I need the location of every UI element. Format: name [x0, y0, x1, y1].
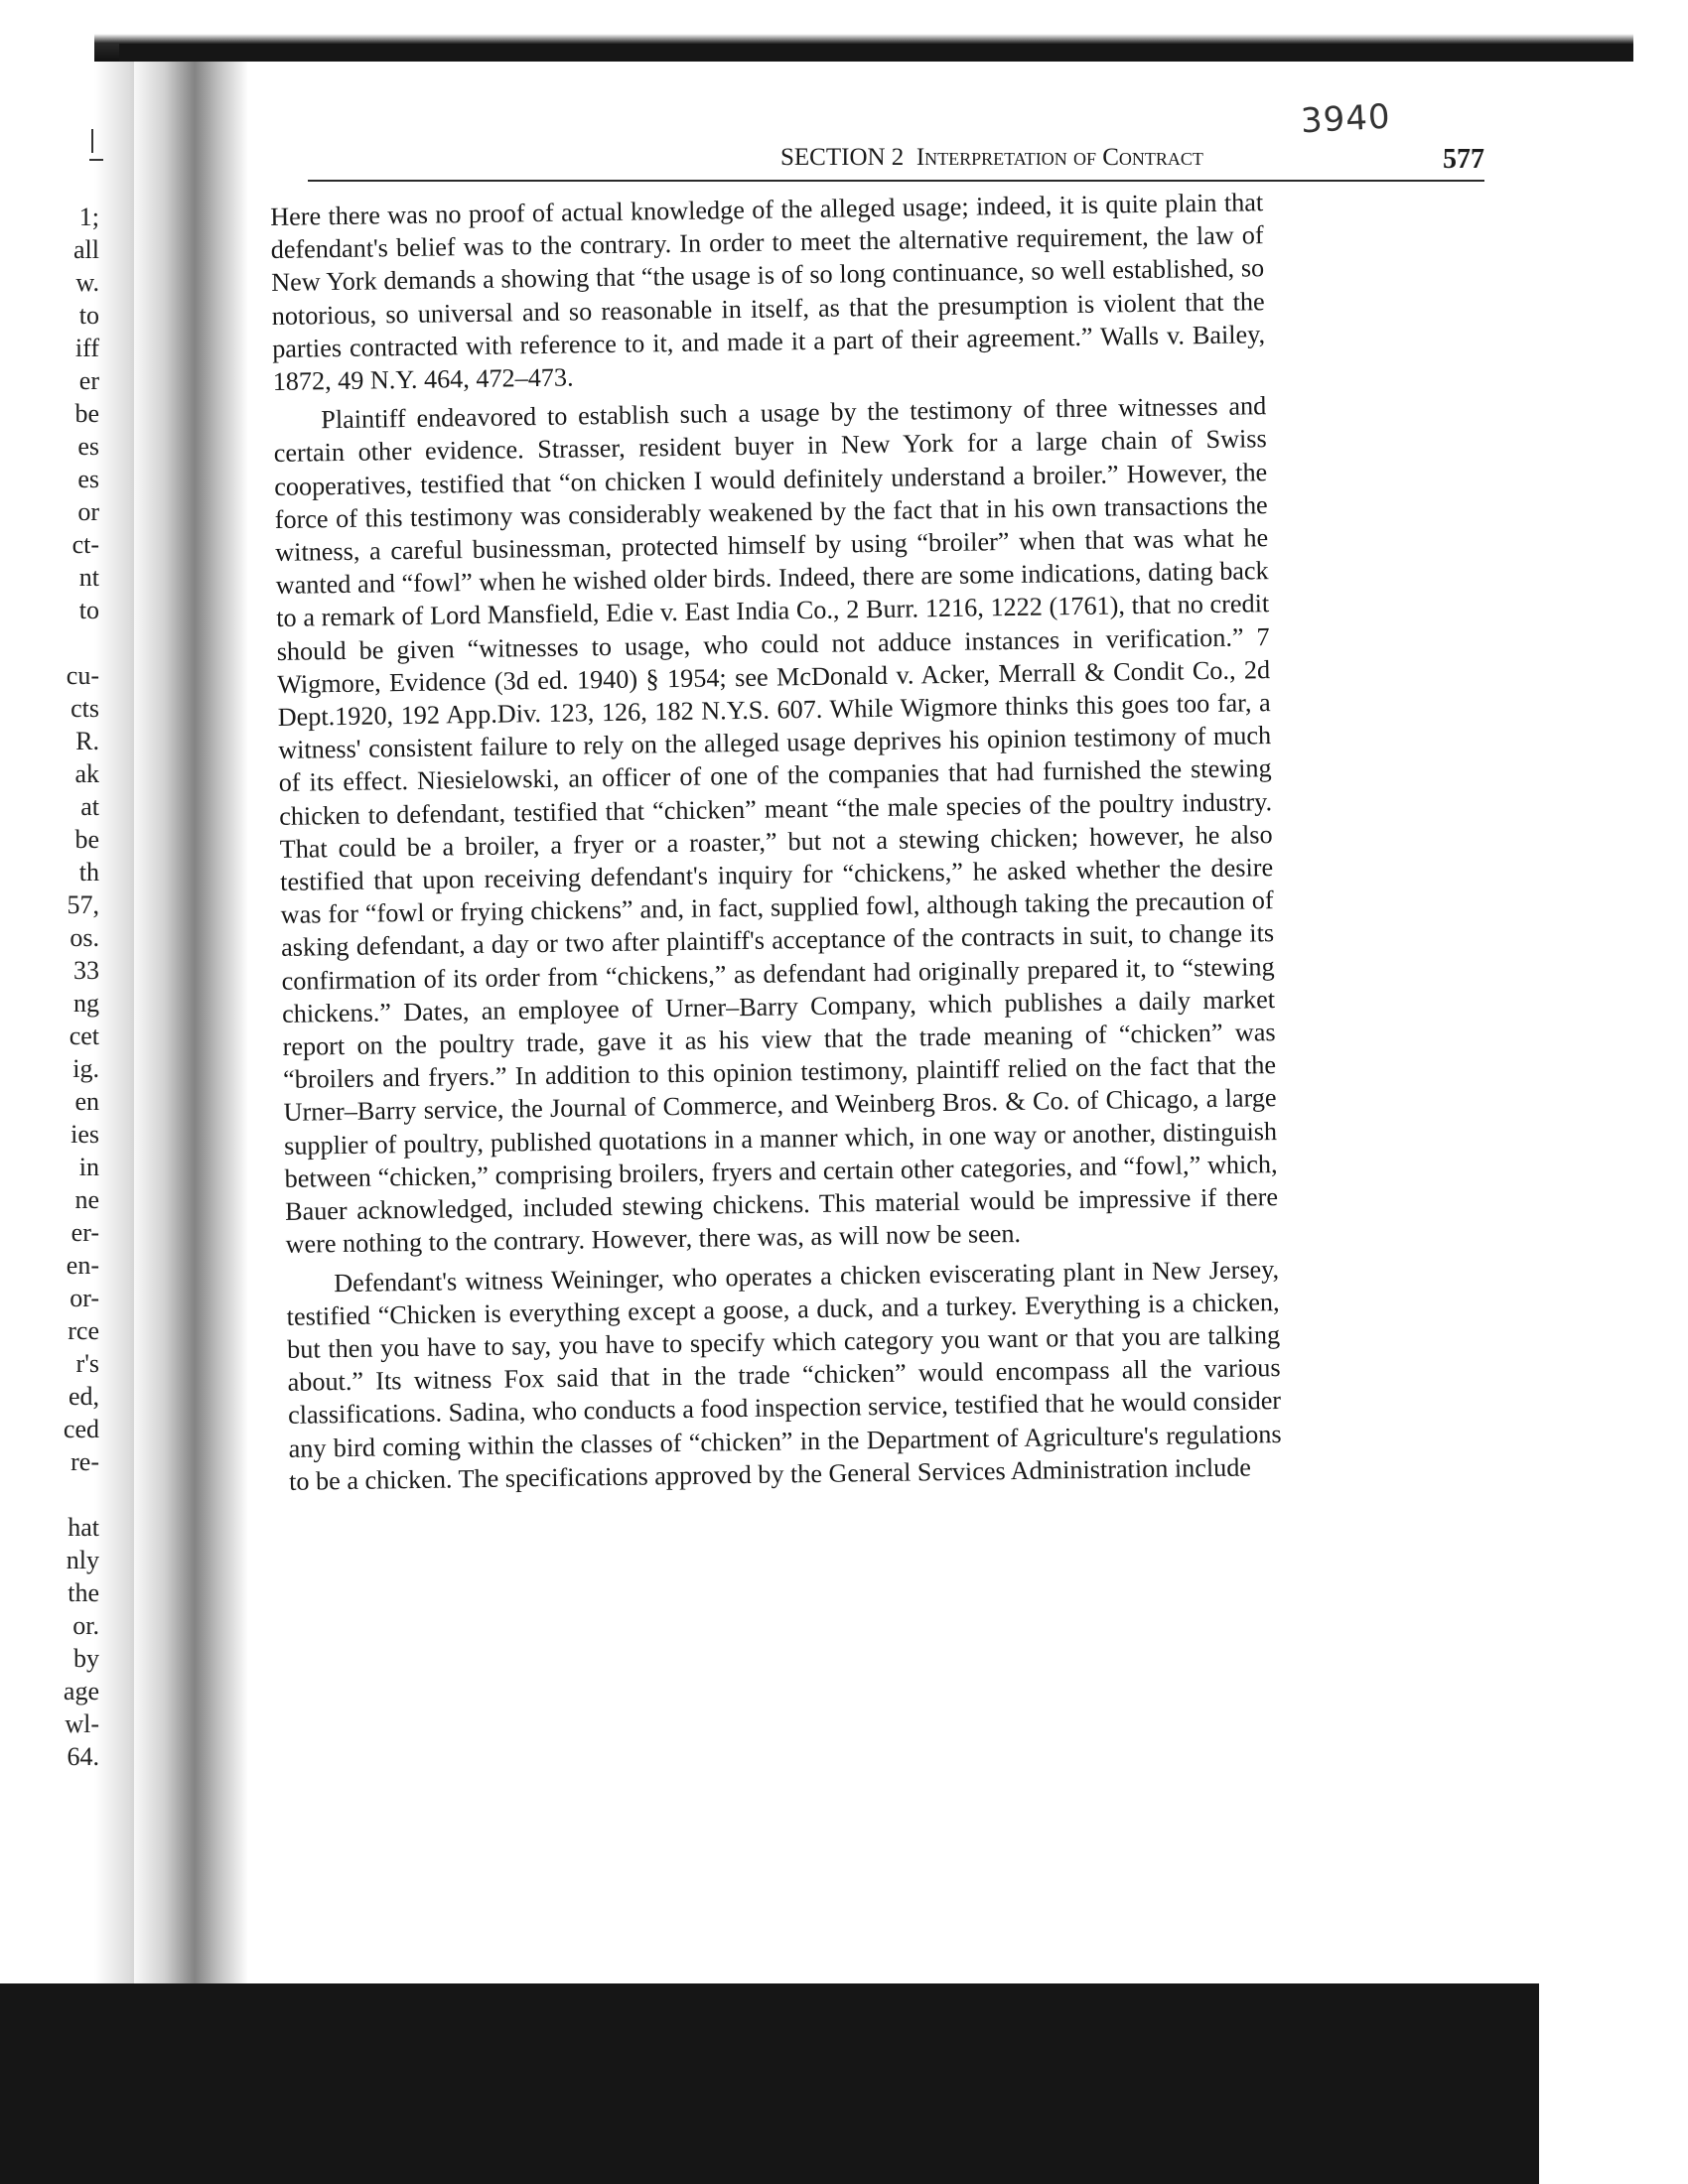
left-page-fragment: en [74, 1087, 99, 1116]
left-page-fragment: be [74, 825, 99, 854]
left-page-fragment: er- [70, 1218, 99, 1247]
left-page-fragment: R. [75, 727, 99, 755]
scan-bottom-margin [1539, 1983, 1688, 2184]
left-page-fragment: th [78, 858, 99, 887]
left-page-fragment: or. [72, 1611, 99, 1640]
left-page-fragment: os. [70, 923, 99, 952]
left-page-fragment: w. [75, 268, 99, 297]
left-page-fragment: in [78, 1153, 99, 1181]
handwritten-note: 3940 [1300, 96, 1392, 142]
left-page-mark [91, 129, 93, 153]
left-page-fragment: en- [66, 1251, 99, 1280]
scan-top-band [119, 44, 1633, 62]
section-heading [780, 144, 1203, 172]
section-title: Interpretation of Contract [915, 144, 1203, 171]
left-page-fragment: re- [70, 1447, 99, 1476]
left-page-fragment: to [78, 301, 99, 330]
left-page-fragment: r's [75, 1349, 99, 1378]
left-page-fragment: the [68, 1578, 99, 1607]
left-page-fragment: or [77, 497, 99, 526]
left-page-fragment: age [63, 1677, 99, 1706]
left-page-fragment: ced [63, 1415, 99, 1443]
left-page-fragment: at [80, 792, 99, 821]
left-page-fragment: nt [78, 563, 99, 592]
scan-bottom-edge [0, 1983, 1688, 2184]
left-page-fragment: 57, [67, 890, 99, 919]
left-page-fragments [40, 201, 99, 1773]
left-page-fragment: nly [66, 1546, 99, 1574]
left-page-fragment: cu- [66, 661, 99, 690]
page-number: 577 [1443, 144, 1484, 175]
paragraph: Here there was no proof of actual knowledge of the alleged usage; indeed, it is quite plain that defendant's belief was to the contrary. In order to meet the alternative requirement, the law of New York demands a showing that “the usage is of so long continuance, so well established, so notorious, so universal and so reasonable in itself, as that the presumption is violent that the parties contracted with reference to it, and made it a part of their agreement.” Walls v. Bailey, 1872, 49 N.Y. 464, 472–473. [270, 188, 1266, 396]
left-page-fragment: wl- [65, 1709, 99, 1738]
left-page-fragment: cts [70, 694, 99, 723]
fragment-gap [40, 1478, 99, 1511]
left-page-fragment: to [78, 596, 99, 624]
body-text [270, 186, 1282, 1498]
left-page-fragment: ig. [72, 1054, 99, 1083]
left-page-fragment: hat [68, 1513, 99, 1542]
left-page-fragment: 1; [78, 203, 99, 231]
left-page-fragment: ng [73, 989, 99, 1018]
fragment-gap [40, 626, 99, 659]
left-page-fragment: er [78, 366, 99, 395]
left-page-fragment: cet [69, 1022, 99, 1050]
left-page-fragment: be [74, 399, 99, 428]
left-page-fragment: 33 [73, 956, 99, 985]
left-page-fragment: iff [74, 334, 99, 362]
paragraph: Plaintiff endeavored to establish such a usage by the testimony of three witnesses and certain other evidence. Strasser, resident buyer in New York for a large chain of Swiss cooperatives, testified that “on chicken I would definitely understand a broiler.” However, the force of this testimony was considerably weakened by the fact that in his own transactions the witness, a careful businessman, protected himself by using “broiler” when that was what he wanted and “fowl” when he wished older birds. Indeed, there are some indications, dating back to a remark of Lord Mansfield, Edie v. East India Co., 2 Burr. 1216, 1222 (1761), that no credit should be given “witnesses to usage, who could not adduce instances in verification.” 7 Wigmore, Evidence (3d ed. 1940) § 1954; see McDonald v. Acker, Merrall & Condit Co., 2d Dept.1920, 192 App.Div. 123, 126, 182 N.Y.S. 607. While Wigmore thinks this goes too far, a witness' consistent failure to rely on the alleged usage deprives his opinion testimony of much of its effect. Niesielowski, an officer of one of the companies that had furnished the stewing chicken to defendant, testified that “chicken” meant “the male species of the poultry industry. That could be a broiler, a fryer or a roaster,” but not a stewing chicken; however, he also testified that upon receiving defendant's inquiry for “chickens,” he asked whether the desire was for “fowl or frying chickens” and, in fact, supplied fowl, although taking the precaution of asking defendant, a day or two after plaintiff's acceptance of the contracts in suit, to change its confirmation of its order from “chickens,” as defendant had originally prepared it, to “stewing chickens.” Dates, an employee of Urner–Barry Company, which publishes a daily market report on the poultry trade, gave it as his view that the trade meaning of “chicken” was “broilers and fryers.” In addition to this opinion testimony, plaintiff relied on the fact that the Urner–Barry service, the Journal of Commerce, and Weinberg Bros. & Co. of Chicago, a large supplier of poultry, published quotations in a manner which, in one way or another, distinguish between “chicken,” comprising broilers, fryers and certain other categories, and “fowl,” which, Bauer acknowledged, included stewing chickens. This material would be impressive if there were nothing to the contrary. However, there was, as will now be seen. [273, 391, 1279, 1260]
left-page-fragment: rce [68, 1316, 99, 1345]
left-page-fragment: by [73, 1644, 99, 1673]
left-page-fragment: all [73, 235, 99, 264]
left-page-fragment: 64. [67, 1742, 99, 1771]
left-page-fragment: ak [74, 759, 99, 788]
section-label: SECTION 2 [780, 144, 905, 171]
paragraph: Defendant's witness Weininger, who operates a chicken eviscerating plant in New Jersey, testified “Chicken is everything except a goose, a duck, and a turkey. Everything is a chicken, but then you have to say, you have to specify which category you want or that you are talking about.” Its witness Fox said that in the trade “chicken” would encompass all the various classifications. Sadina, who conducts a food inspection service, testified that he would consider any bird coming within the classes of “chicken” in the Department of Agriculture's regulations to be a chicken. The specifications approved by the General Services Administration include [286, 1254, 1282, 1496]
running-header [308, 144, 1484, 182]
left-page-fragment: ies [70, 1120, 99, 1149]
binding-shadow [129, 40, 248, 1985]
left-page-fragment: es [77, 465, 99, 493]
left-page-fragment: es [77, 432, 99, 461]
binding-edge [94, 40, 134, 1985]
left-page-fragment: ed, [68, 1382, 99, 1411]
left-page-rule [89, 159, 103, 161]
left-page-fragment: or- [70, 1284, 99, 1312]
left-page-fragment: ne [74, 1185, 99, 1214]
left-page-fragment: ct- [71, 530, 99, 559]
